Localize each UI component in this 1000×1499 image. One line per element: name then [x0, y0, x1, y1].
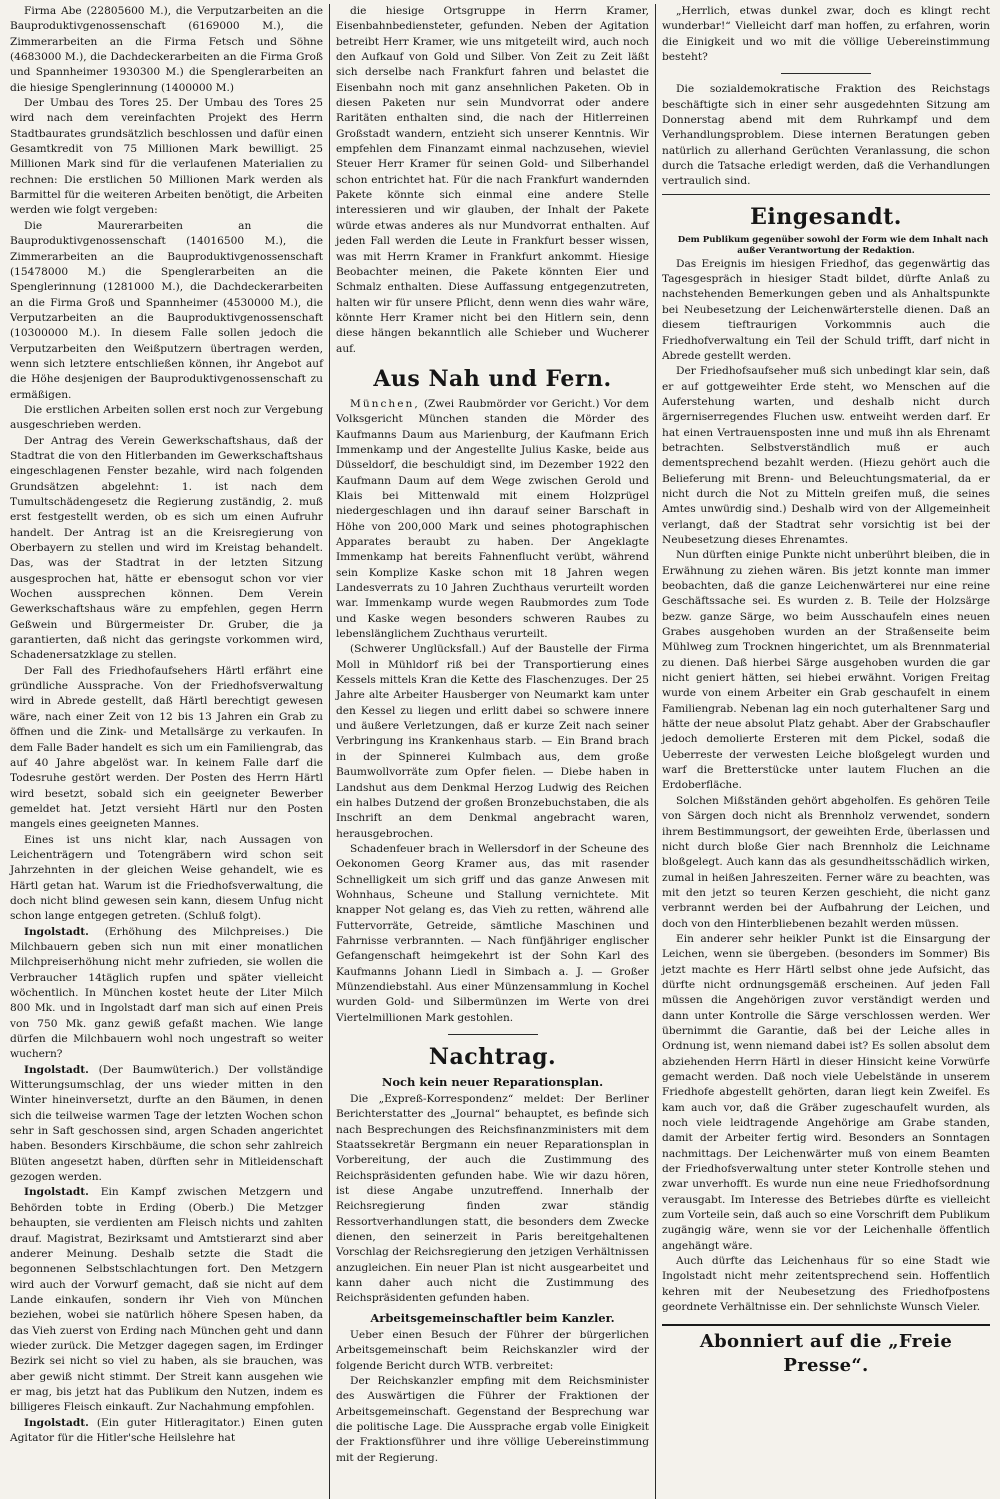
article-paragraph: Schadenfeuer brach in Wellersdorf in der Scheune des Oekonomen Georg Kramer aus, das mit rasender Schnelligkeit um sich griff und das ganze Anwesen mit Wohnhaus, Scheune und Stallung vernichtete. Mit knapper Not gelang es, das Vieh zu retten, während alle Futtervorräte, Getreide, sämtliche Maschinen und Fahrnisse verbrannten. — Nach fünfjähriger englischer Gefangenschaft heimgekehrt ist der Sohn Karl des Kaufmanns Johann Liedl in Simbach a. J. — Großer Münzendiebstahl. Aus einer Münzensammlung in Kochel wurden Gold- und Silbermünzen im Werte von drei Viertelmillionen Mark gestohlen. [336, 842, 649, 1024]
paragraph-text: (Zwei Raubmörder vor Gericht.) Vor dem Volksgericht München standen die Mörder des Kaufmanns Daum aus Marienburg, der Kaufmann Erich Immenkamp und der Angestellte Julius Kaske, beide aus Düsseldorf, die beschuldigt sind, im Dezember 1922 den Kaufmann Daum auf dem Wege zwischen Gerold und Klais bei Mittenwald mit einem Holzprügel niedergeschlagen und ihn darauf seiner Barschaft in Höhe von 200,000 Mark und seines photographischen Apparates beraubt zu haben. Der Angeklagte Immenkamp hat bereits Fahnenflucht verübt, während sein Komplize Kaske schon mit 18 Jahren wegen Landesverrats zu 10 Jahren Zuchthaus verurteilt worden war. Immenkamp wurde wegen Raubmordes zum Tode und Kaske wegen besonders schweren Raubes zu lebenslänglichem Zuchthaus verurteilt. [336, 397, 650, 641]
divider [448, 1034, 538, 1035]
article-paragraph: Solchen Mißständen gehört abgeholfen. Es gehören Teile von Särgen doch nicht als Brennholz verwendet, sondern ihrem Bestimmungsort, der geweihten Erde, überlassen und nicht durch bloße Gier nach Brennholz die Leichname bloßgelegt. Auch kann das als gesundheitsschädlich wirken, zumal in heißen Jahreszeiten. Ferner wäre zu beachten, was mit den jetzt so teuren Kerzen geschieht, die nicht ganz verbrannt werden bei der Aufbahrung der Leichen, und doch von den Hinterbliebenen bezahlt werden müssen. [662, 794, 990, 930]
article-paragraph: Nun dürften einige Punkte nicht unberührt bleiben, die in Erwähnung zu ziehen wären. Bis jetzt konnte man immer beobachten, daß die ganze Leichenwärterei nur eine reine Geschäftssache sei. Es wurden z. B. Teile der Holzsärge bezw. ganze Särge, wo beim Ausschaufeln eines neuen Grabes ausgehoben wurden an der Straßenseite beim Mühlweg zum Trocknen hingerichtet, um als Brennmaterial zu dienen. Daß hierbei Särge ausgehoben wurden die gar nicht geniert hätten, sei hiebei erwähnt. Vorigen Freitag wurde von einem Arbeiter ein Grab geschaufelt in einem Familiengrab. Nebenan lag ein noch guterhaltener Sarg und hätte der neue absolut Platz gehabt. Aber der Grabschaufler jedoch demolierte Ersteren mit dem Pickel, sodaß die Ueberreste der verwesten Leiche bloßgelegt wurden und warf die Bretterstücke unter lautem Fluchen an die Erdoberfläche. [662, 549, 990, 792]
paragraph-text: Eines ist uns nicht klar, nach Aussagen von Leichenträgern und Totengräbern wird schon seit Jahrzehnten in der gleichen Weise gehandelt, wie es Härtl getan hat. Warum ist die Friedhofsverwaltung, die doch nicht blind gewesen sein kann, diesem Unfug nicht schon lange entgegen getreten. [10, 833, 323, 923]
dateline: Ingolstadt. [24, 1063, 89, 1076]
dateline: Ingolstadt. [24, 1416, 89, 1429]
section-heading: Aus Nah und Fern. [373, 365, 612, 392]
article-paragraph [10, 833, 323, 925]
article-paragraph: Der Umbau des Tores 25. Der Umbau des Tores 25 wird nach dem vereinfachten Projekt des Herrn Stadtbaurates grundsätzlich beschlossen und dafür einen Gesamtkredit von 75 Millionen Mark bewilligt. 25 Millionen Mark sind für die verlaufenen Materialien zu rechnen: Die erstlichen 50 Millionen Mark werden als Barmittel für die weiteren Arbeiten benötigt, die Arbeiten werden wie folgt vergeben: [10, 97, 323, 217]
article-paragraph: Firma Abe (22805600 M.), die Verputzarbeiten an die Bauproduktivgenossenschaft (6169000 M.), die Zimmerarbeiten an die Firma Fetsch und Söhne (4683000 M.), die Dachdeckerarbeiten an die Firma Groß und Spannheimer 1930300 M.) die Spenglerarbeiten an die hiesige Spenglerinnung (1400000 M.) [10, 5, 323, 94]
subheading: Arbeitsgemeinschaftler beim Kanzler. [370, 1310, 615, 1325]
column-left [4, 4, 330, 1499]
continued-note: (Schluß folgt). [184, 910, 262, 923]
column-middle [330, 4, 656, 1499]
article-paragraph [10, 1416, 323, 1447]
dateline: Ingolstadt. [24, 1186, 89, 1199]
divider [662, 194, 990, 195]
article-paragraph [10, 1185, 323, 1415]
article-paragraph [10, 925, 323, 1063]
article-paragraph [336, 397, 649, 643]
article-paragraph: Die erstlichen Arbeiten sollen erst noch zur Vergebung ausgeschrieben werden. [10, 403, 323, 432]
subheading: Noch kein neuer Reparationsplan. [381, 1075, 604, 1089]
subscription-banner: Abonniert auf die „Freie Presse“. [662, 1324, 990, 1378]
paragraph-text: (Der Baumwüterich.) Der vollständige Witterungsumschlag, der uns wieder mitten in den Winter hineinversetzt, durfte an den Bäumen, in denen sich die teilweise warmen Tage der letzten Wochen schon sehr in Saft geschossen sind, argen Schaden angerichtet haben. Besonders Kirschbäume, die schon sehr zahlreich Blüten angesetzt haben, dürften sehr in Mitleidenschaft gezogen werden. [10, 1063, 323, 1184]
article-paragraph: Die sozialdemokratische Fraktion des Reichstags beschäftigte sich in einer sehr ausgedehnten Sitzung am Donnerstag abend mit dem Ruhrkampf und dem Verhandlungsproblem. Diese internen Beratungen geben natürlich zu allerhand Gerüchten Veranlassung, die schon durch die Tatsache erledigt werden, daß die Verhandlungen vertraulich sind. [662, 83, 990, 188]
section-heading: Nachtrag. [428, 1044, 557, 1070]
article-paragraph: Auch dürfte das Leichenhaus für so eine Stadt wie Ingolstadt nicht mehr zeitentsprechend sein. Hoffentlich kehren mit der Neubesetzung des Friedhofpostens geordnete Verhältnisse ein. Der sehnlichste Wunsch Vieler. [662, 1255, 990, 1314]
article-paragraph: Ein anderer sehr heikler Punkt ist die Einsargung der Leichen, wenn sie übergeben. (besonders im Sommer) Bis jetzt machte es Herr Härtl selbst ohne jede Aufsicht, das dürfte nicht ordnungsgemäß erscheinen. Auf jeden Fall müssen die Angehörigen zuvor verständigt werden und dann unter Kontrolle die Särge verschlossen werden. Wer übernimmt die Garantie, daß bei der Leiche alles in Ordnung ist, wenn niemand dabei ist? Es sollen absolut dem abziehenden Herrn Härtl in dieser Hinsicht keine Vorwürfe gemacht werden. Daß noch viele Uebelstände in unserem Friedhofe abgestellt gehörten, daran liegt kein Zweifel. Es kam auch vor, daß die Gräber zugeschaufelt wurden, als noch viele leidtragende Angehörige am Grabe standen, damit der Arbeiter fertig wird. Besonders an Sonntagen nachmittags. Der Leichenwärter muß von einem Beamten der Friedhofsverwaltung unter steter Kontrolle stehen und zwar unverhofft. Es wurde nun eine neue Friedhofsordnung verausgabt. Im Interesse des Betriebes dürfte es vielleicht zum Vorteile sein, daß auch so eine Vorschrift dem Publikum zugängig wäre, wenn sie vor der Leichenhalle öffentlich angehängt wäre. [662, 932, 990, 1252]
article-paragraph: Ueber einen Besuch der Führer der bürgerlichen Arbeitsgemeinschaft beim Reichskanzler wird der folgende Bericht durch WTB. verbreitet: [336, 1328, 649, 1372]
dateline: München, [350, 397, 420, 410]
article-paragraph: Der Reichskanzler empfing mit dem Reichsminister des Auswärtigen die Führer der Fraktionen der Arbeitsgemeinschaft. Gegenstand der Besprechung war die politische Lage. Die Aussprache ergab volle Einigkeit der Fraktionsführer und ihre völlige Uebereinstimmung mit der Regierung. [336, 1374, 649, 1464]
article-paragraph: Die „Expreß-Korrespondenz“ meldet: Der Berliner Berichterstatter des „Journal“ behauptet, es befinde sich nach Besprechungen des Reichsfinanzministers mit dem Staatssekretär Bergmann ein neuer Reparationsplan in Vorbereitung, der auch die Zustimmung des Reichspräsidenten gefunden habe. Wie wir dazu hören, ist diese Angabe unzutreffend. Innerhalb der Reichsregierung finden zwar ständig Ressortverhandlungen statt, die besonders dem Zwecke dienen, den seinerzeit in Paris bereitgehaltenen Vorschlag der Reichsregierung den jetzigen Verhältnissen anzugleichen. Ein neuer Plan ist nicht ausgearbeitet und kann daher auch nicht die Zustimmung des Reichspräsidenten gefunden haben. [336, 1093, 649, 1305]
article-paragraph: Der Fall des Friedhofaufsehers Härtl erfährt eine gründliche Aussprache. Von der Friedhofsverwaltung wird in Abrede gestellt, daß Härtl berechtigt gewesen wäre, nach einer Zeit von 12 bis 13 Jahren ein Grab zu öffnen und die Zink- und Metallsärge zu verkaufen. In dem Falle Bader handelt es sich um ein Familiengrab, das auf 40 Jahre abgelöst war. In keinem Falle darf die Todesruhe gestört werden. Der Posten des Herrn Härtl wird besetzt, sobald sich ein geeigneter Bewerber gemeldet hat. Jetzt versieht Härtl nur den Posten mangels eines geeigneten Mannes. [10, 664, 323, 831]
article-paragraph: die hiesige Ortsgruppe in Herrn Kramer, Eisenbahnbediensteter, gefunden. Neben der Agitation betreibt Herr Kramer, wie uns mitgeteilt wird, auch noch den Aufkauf von Gold und Silber. Von Zeit zu Zeit läßt sich derselbe nach Frankfurt fahren und belastet die Eisenbahn noch mit ganz ansehnlichen Paketen. Ob in diesen Paketen nur sein Mundvorrat oder andere Raritäten enthalten sind, die nach der Hitlerreinen Großstadt wandern, entzieht sich unserer Kenntnis. Wir empfehlen dem Finanzamt einmal nachzusehen, wieviel Steuer Herr Kramer für seinen Gold- und Silberhandel schon entrichtet hat. Für die nach Frankfurt wandernden Pakete könnte sich einmal eine andere Stelle interessieren und wir glauben, der Inhalt der Pakete würde etwas anderes als nur Mundvorrat enthalten. Auf jeden Fall werden die Leute in Frankfurt besser wissen, was mit Herrn Kramer in Frankfurt ankommt. Hiesige Beobachter meinen, die Pakete könnten Eier und Schmalz enthalten. Diese Auffassung entgegenzutreten, halten wir für unsere Pflicht, denn wenn dies wahr wäre, könnte Herr Kramer nicht bei den Hitlern sein, denn diese hängen bekanntlich alle Schieber und Wucherer auf. [336, 5, 649, 355]
article-paragraph: Die Maurerarbeiten an die Bauproduktivgenossenschaft (14016500 M.), die Zimmerarbeiten an die Bauproduktivgenossenschaft (15478000 M.) die Spenglerarbeiten an die Spenglerinnung (1281000 M.), die Dachdeckerarbeiten an die Firma Groß und Spannheimer (4530000 M.), die Verputzarbeiten an die Bauproduktivgenossenschaft (10300000 M.). In diesem Falle sollen jedoch die Verputzarbeiten den Weißputzern übertragen werden, wenn sich letztere entschließen können, ihr Angebot auf die Höhe desjenigen der Bauproduktivgenossenschaft zu ermäßigen. [10, 219, 323, 401]
column-right [656, 4, 996, 1499]
article-paragraph: (Schwerer Unglücksfall.) Auf der Baustelle der Firma Moll in Mühldorf riß bei der Transportierung eines Kessels mittels Kran die Kette des Flaschenzuges. Der 25 Jahre alte Arbeiter Hausberger von Neumarkt kam unter den Kessel zu liegen und erlitt dabei so schwere innere und äußere Verletzungen, daß er kurze Zeit nach seiner Verbringung ins Krankenhaus starb. — Ein Brand brach in der Spinnerei Kulmbach aus, dem große Baumwollvorräte zum Opfer fielen. — Diebe haben in Landshut aus dem Denkmal Herzog Ludwig des Reichen ein halbes Dutzend der großen Bronzebuchstaben, die als Inschrift an dem Denkmal angebracht waren, herausgebrochen. [336, 643, 649, 840]
paragraph-text: Ein Kampf zwischen Metzgern und Behörden tobte in Erding (Oberb.) Die Metzger behaupten, sie verdienten am Fleisch nichts und zahlten drauf. Magistrat, Bezirksamt und Amtstierarzt sind aber anderer Meinung. Deshalb setzte die Stadt die begonnenen Selbstschlachtungen fort. Den Metzgern wird auch der Vorwurf gemacht, daß sie nicht auf dem Lande einkaufen, sondern ihr Vieh von München beziehen, wobei sie natürlich höhere Spesen haben, da das Vieh zuerst von Erding nach München geht und dann wieder zurück. Die Metzger dagegen sagen, im Erdinger Bezirk sei nicht so viel zu haben, als sie brauchen, was aber gewiß nicht stimmt. Der Streit kann ausgehen wie er mag, bis jetzt hat das Publikum den Nutzen, indem es billigeres Fleisch einkauft. Zur Nachahmung empfohlen. [10, 1186, 323, 1414]
divider [781, 73, 871, 74]
paragraph-text: (Ein guter Hitleragitator.) Einen guten Agitator für die Hitler'sche Heilslehre hat [10, 1416, 323, 1444]
article-paragraph: Der Antrag des Verein Gewerkschaftshaus, daß der Stadtrat die von den Hitlerbanden im Gewerkschaftshaus eingeschlagenen Fenster bezahle, wird nach folgenden Grundsätzen abgelehnt: 1. ist nach dem Tumultschädengesetz die Regierung zuständig, 2. muß erst festgestellt werden, ob es sich um einen Aufruhr handelt. Der Antrag ist an die Kreisregierung von Oberbayern zu stellen und wird im Kreistag behandelt. Das, was der Stadtrat in der letzten Sitzung ausgesprochen hat, hätte er ebensogut schon vor vier Wochen aussprechen können. Dem Verein Gewerkschaftshaus wäre zu empfehlen, gegen Herrn Geßwein und Bürgermeister Dr. Gruber, die ja garantierten, daß nicht das geringste vorkommen wird, Schadenersatzklage zu stellen. [10, 434, 323, 662]
editorial-disclaimer: Dem Publikum gegenüber sowohl der Form wie dem Inhalt nach außer Verantwortung der Redaktion. [677, 234, 989, 256]
article-paragraph: Der Friedhofsaufseher muß sich unbedingt klar sein, daß er auf gottgeweihter Erde steht, wo Menschen auf die Auferstehung warten, und deshalb nicht durch ärgerniserregendes Fluchen usw. entweiht werden darf. Er hat einen Vertrauensposten inne und muß ihn als Ehrenamt betrachten. Selbstverständlich muß er auch dementsprechend bezahlt werden. (Hiezu gehört auch die Belieferung mit Brenn- und Beleuchtungsmaterial, da er nicht durch die Not zu Mitteln greifen muß, die seines Amtes unwürdig sind.) Deshalb wird von der Allgemeinheit verlangt, daß der Stadtrat sehr vorsichtig ist bei der Neubesetzung dieses Ehrenamtes. [662, 365, 990, 546]
dateline: Ingolstadt. [24, 925, 89, 938]
article-paragraph: Das Ereignis im hiesigen Friedhof, das gegenwärtig das Tagesgespräch in hiesiger Stadt bildet, dürfte Anlaß zu nachstehenden Bemerkungen geben und als Anhaltspunkte bei Neubesetzung der Leichenwärterstelle dienen. Daß an diesem tieftraurigen Vorkommnis auch die Friedhofverwaltung ein Teil der Schuld trifft, darf nicht in Abrede gestellt werden. [662, 257, 990, 362]
article-paragraph [10, 1063, 323, 1186]
article-paragraph: „Herrlich, etwas dunkel zwar, doch es klingt recht wunderbar!“ Vielleicht darf man hoffen, zu erfahren, worin die Einigkeit und wo mit die völlige Uebereinstimmung besteht? [662, 5, 990, 64]
paragraph-text: (Erhöhung des Milchpreises.) Die Milchbauern geben sich nun mit einer monatlichen Milchpreiserhöhung nicht mehr zufrieden, sie wollen die Verbraucher 14täglich rupfen und später vielleicht wöchentlich. In München kostet heute der Liter Milch 800 Mk. und in Ingolstadt darf man sich auf einen Preis von 750 Mk. ganz gewiß gefaßt machen. Wie lange dürfen die Milchbauern wohl noch ungestraft so weiter wuchern? [10, 925, 323, 1061]
section-heading: Eingesandt. [750, 203, 902, 230]
